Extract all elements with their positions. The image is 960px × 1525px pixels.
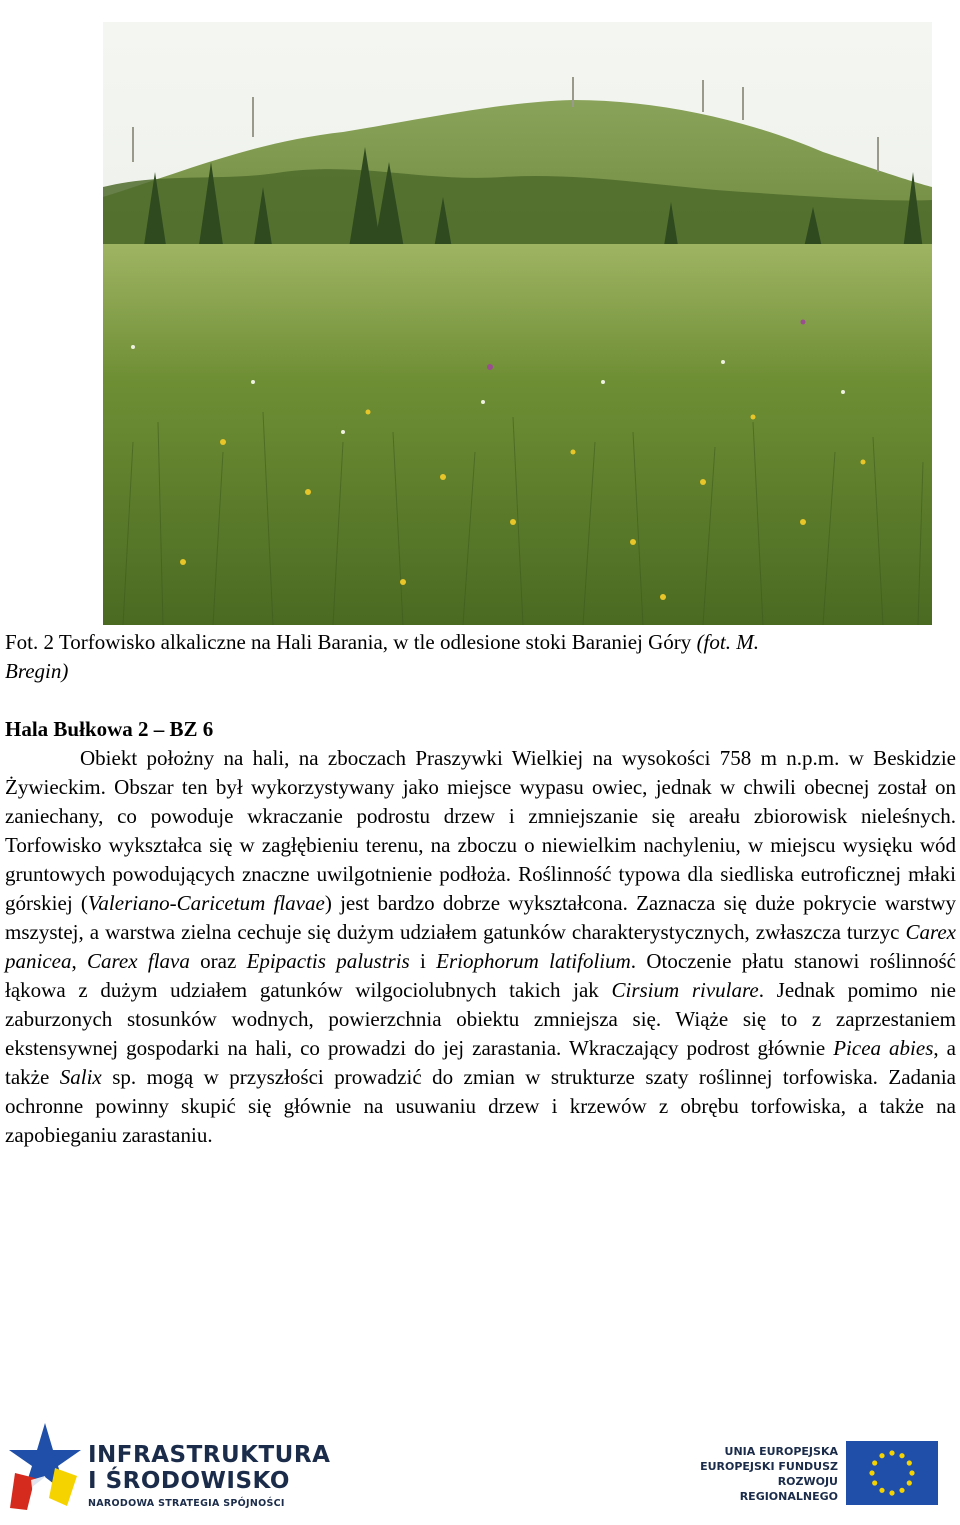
eu-line-1: UNIA EUROPEJSKA — [724, 1445, 838, 1458]
body-text-part: . Otoczenie płatu stanowi roślinność łąkowa z dużym udziałem gatunków wilgociolubnych takich jak — [5, 949, 956, 1002]
eu-logo — [680, 1438, 940, 1508]
photo-caption — [5, 628, 956, 686]
species-name: Cirsium rivulare — [611, 978, 759, 1002]
body-text-part: oraz — [189, 949, 247, 973]
meadow-photo — [103, 22, 932, 625]
star-emblem-icon — [5, 1418, 85, 1518]
species-name: Epipactis palustris — [246, 949, 410, 973]
body-text-part: , a także — [5, 1036, 956, 1089]
caption-credit-cont: Bregin) — [5, 659, 69, 683]
body-text-part: , — [71, 949, 88, 973]
species-name: Carex panicea — [5, 920, 956, 973]
caption-text: Fot. 2 Torfowisko alkaliczne na Hali Barania, w tle odlesione stoki Baraniej Góry — [5, 630, 697, 654]
species-name: Eriophorum latifolium — [436, 949, 631, 973]
logo-line-1: INFRASTRUKTURA — [88, 1442, 331, 1468]
section-heading: Hala Bułkowa 2 – BZ 6 — [5, 717, 214, 741]
species-name: Valeriano-Caricetum flavae — [87, 891, 325, 915]
body-text-part: . Jednak pomimo nie zaburzonych stosunków wodnych, powierzchnia obiektu zmniejsza się. Wiąże się to z zaprzestaniem ekstensywnej gospodarki na hali, co prowadzi do jej zarastania. Wkraczający podrost głównie — [5, 978, 957, 1060]
body-text-part: Obiekt położny na hali, na zboczach Praszywki Wielkiej na wysokości 758 m n.p.m. w Beskidzie Żywieckim. Obszar ten był wykorzystywany jako miejsce wypasu owiec, jednak w chwili obecnej został on zaniechany, co powoduje wkraczanie podrostu drzew i zmniejszanie się areału zbiorowisk nieleśnych. Torfowisko wykształca się w zagłębieniu terenu, na zboczu o niewielkim nachyleniu, w miejscu wysięku wód gruntowych powodujących znaczne uwilgotnienie podłoża. Roślinność typowa dla siedliska eutroficznej młaki górskiej ( — [5, 746, 956, 915]
eu-flag-icon — [846, 1441, 938, 1505]
body-text-part: sp. mogą w przyszłości prowadzić do zmian w strukturze szaty roślinnej torfowiska. Zadania ochronne powinny skupić się głównie na usuwaniu drzew i krzewów z obrębu torfowiska, a także na zapobieganiu zarastaniu. — [5, 1065, 956, 1147]
body-text-part: ) jest bardzo dobrze wykształcona. Zaznacza się duże pokrycie warstwy mszystej, a warstwa zielna cechuje się dużym udziałem gatunków charakterystycznych, zwłaszcza turzyc — [5, 891, 956, 944]
eu-line-2: EUROPEJSKI FUNDUSZ — [700, 1460, 838, 1473]
logo-line-2: I ŚRODOWISKO — [88, 1468, 290, 1494]
body-paragraph — [5, 744, 956, 1150]
species-name: Salix — [59, 1065, 102, 1089]
eu-line-3: ROZWOJU REGIONALNEGO — [739, 1475, 838, 1503]
logo-line-3: NARODOWA STRATEGIA SPÓJNOŚCI — [88, 1498, 285, 1509]
species-name: Carex flava — [87, 949, 190, 973]
species-name: Picea abies — [833, 1036, 934, 1060]
infrastruktura-srodowisko-logo — [0, 1418, 331, 1518]
body-text-part: i — [409, 949, 437, 973]
caption-credit: (fot. M. — [696, 630, 759, 654]
